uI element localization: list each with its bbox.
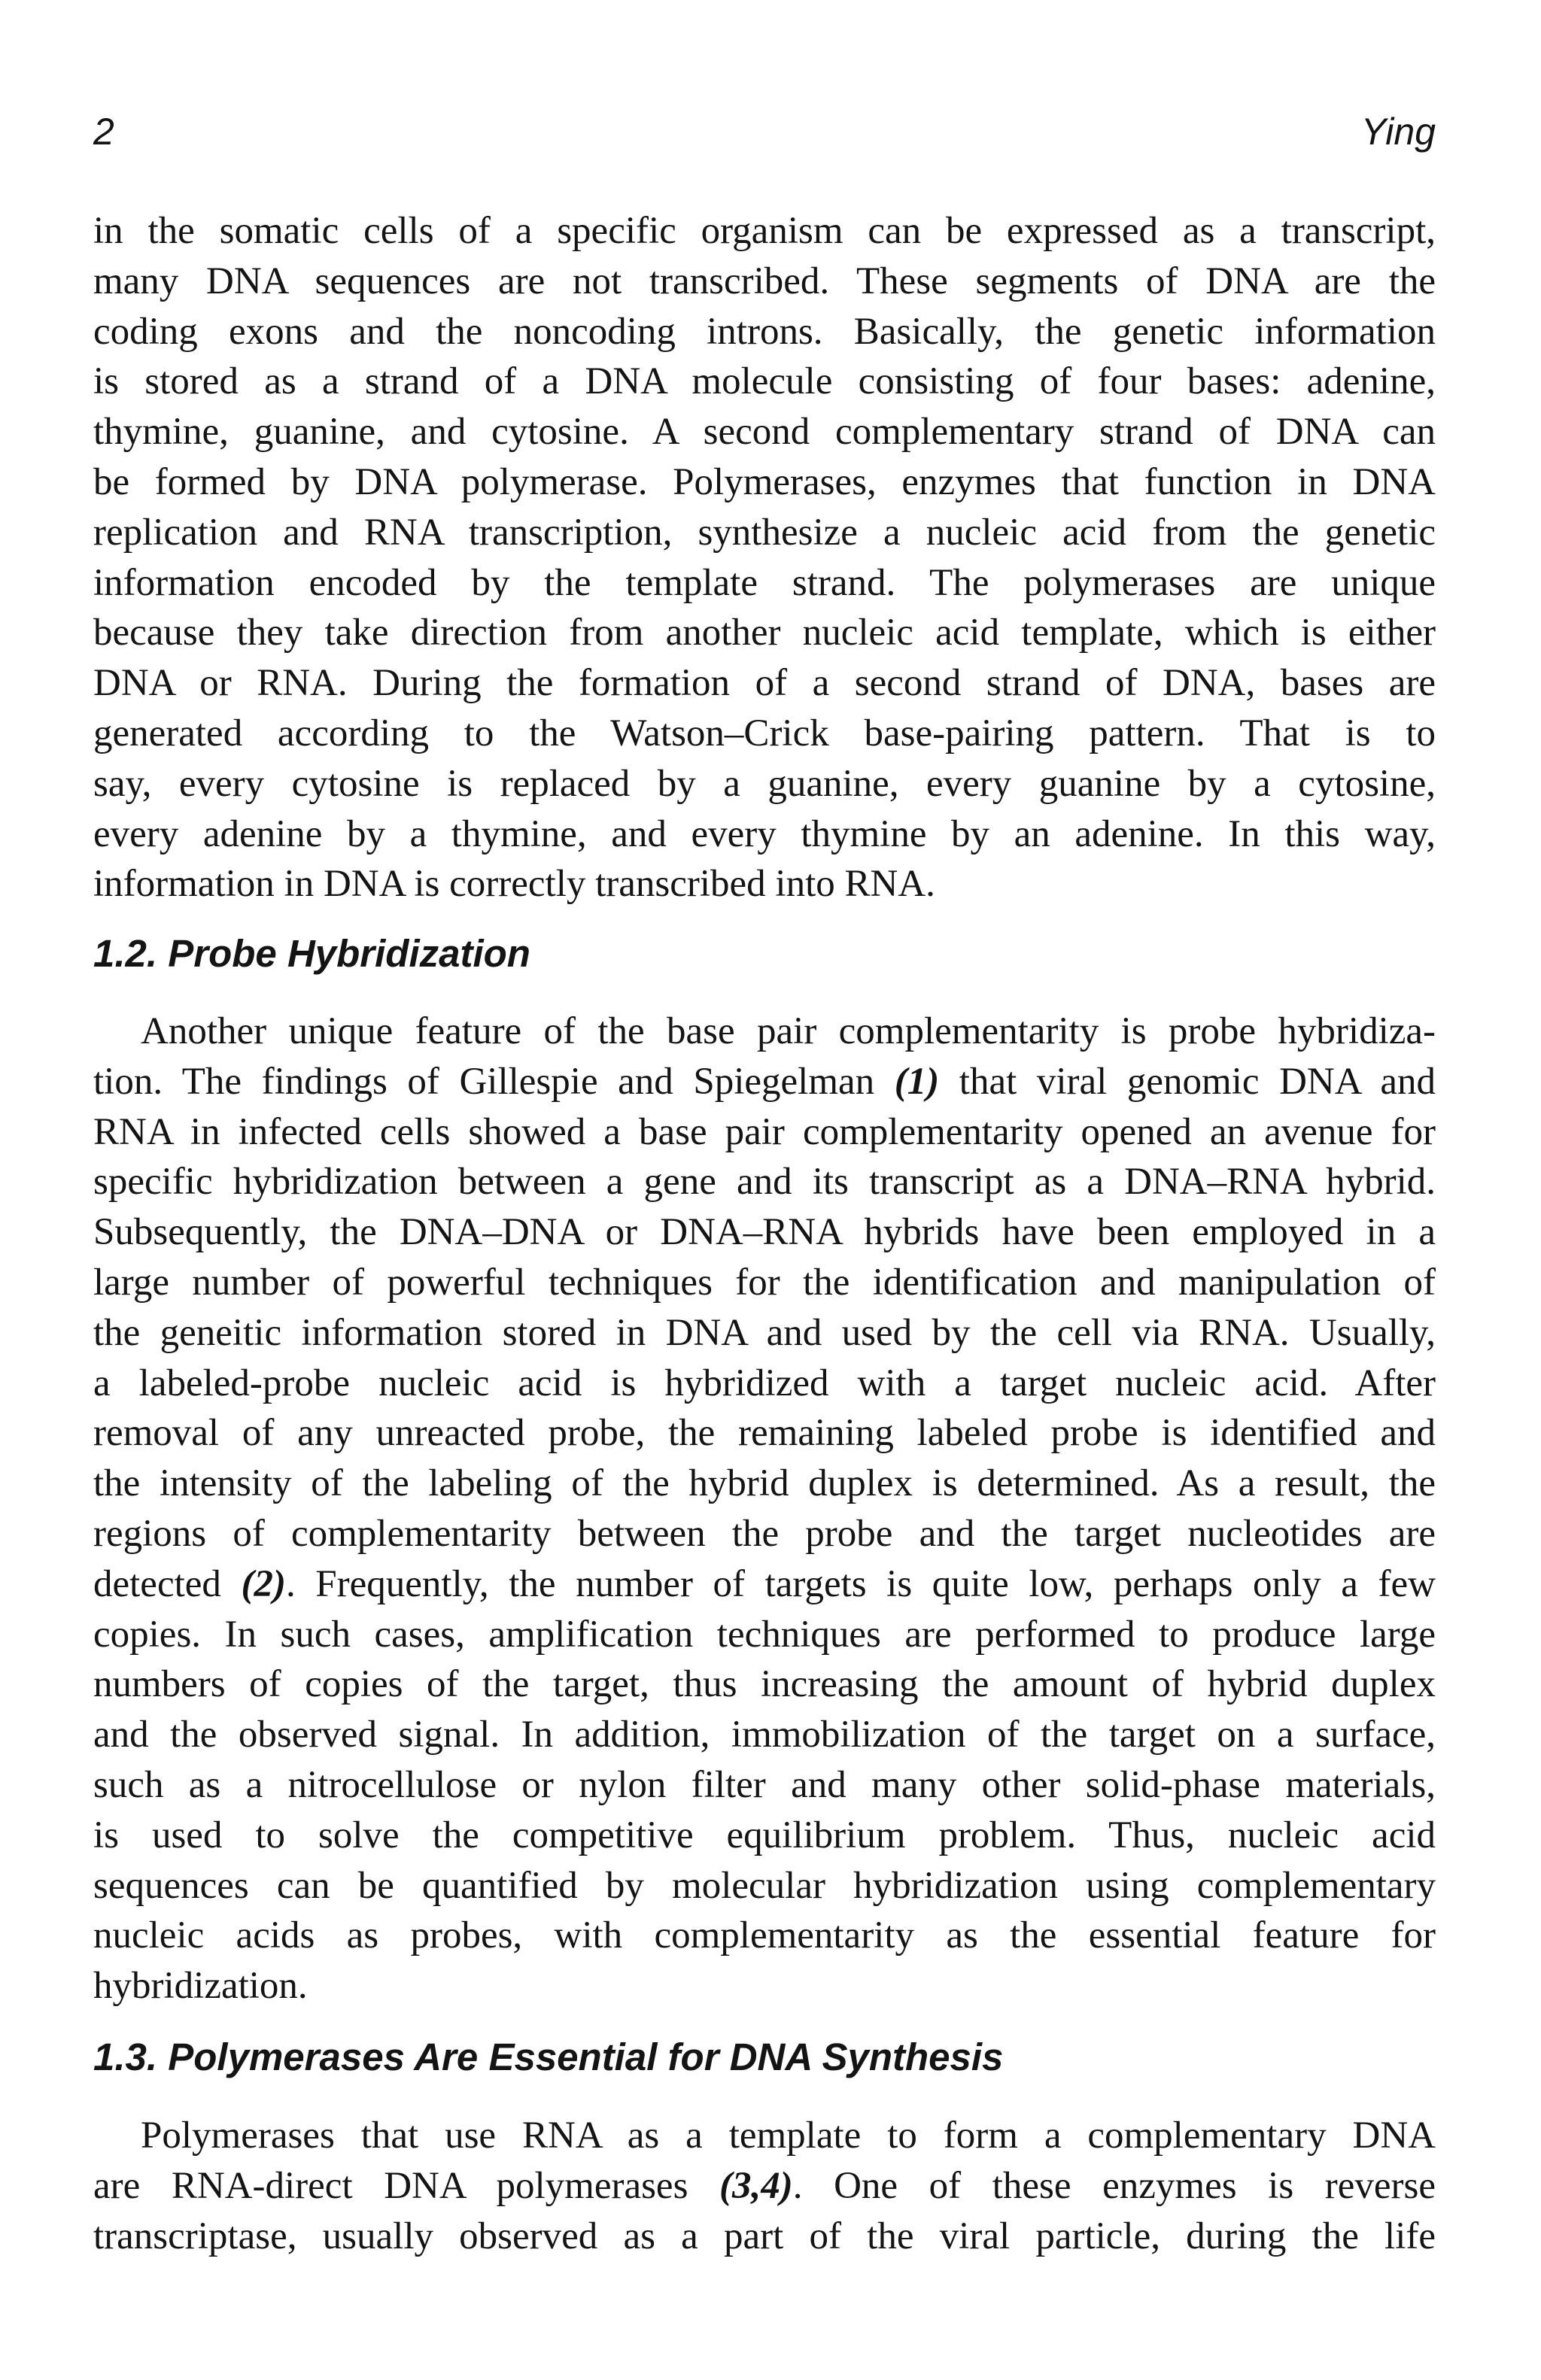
text-line: be formed by DNA polymerase. Polymerases, enzymes that function in DNA	[93, 460, 1436, 503]
paragraph-probe-hybridization	[93, 1006, 1436, 2011]
text-line: in the somatic cells of a specific organism can be expressed as a transcript,	[93, 210, 1436, 252]
text-line: the geneitic information stored in DNA and used by the cell via RNA. Usually,	[93, 1311, 1436, 1354]
citation-ref: (1)	[894, 1060, 940, 1103]
text-line: regions of complementarity between the probe and the target nucleotides are	[93, 1512, 1436, 1555]
text-line: are RNA-direct DNA polymerases (3,4). One of these enzymes is reverse	[93, 2164, 1436, 2207]
running-author: Ying	[1360, 111, 1436, 153]
text-line: the intensity of the labeling of the hybrid duplex is determined. As a result, the	[93, 1462, 1436, 1505]
text-line: Polymerases that use RNA as a template to form a complementary DNA	[141, 2114, 1436, 2157]
text-line: hybridization.	[93, 1965, 308, 2008]
text-line: removal of any unreacted probe, the remaining labeled probe is identified and	[93, 1412, 1436, 1455]
text-line: Another unique feature of the base pair complementarity is probe hybridiza-	[141, 1010, 1436, 1052]
text-line: detected (2). Frequently, the number of targets is quite low, perhaps only a few	[93, 1562, 1436, 1605]
text-line: a labeled-probe nucleic acid is hybridized with a target nucleic acid. After	[93, 1362, 1436, 1404]
text-line: because they take direction from another nucleic acid template, which is either	[93, 612, 1436, 654]
page-number: 2	[93, 111, 114, 153]
text-line: information in DNA is correctly transcribed into RNA.	[93, 863, 935, 906]
text-line: generated according to the Watson–Crick base-pairing pattern. That is to	[93, 712, 1436, 754]
text-line: copies. In such cases, amplification techniques are performed to produce large	[93, 1613, 1436, 1656]
text-line: large number of powerful techniques for the identification and manipulation of	[93, 1261, 1436, 1304]
text-line: Subsequently, the DNA–DNA or DNA–RNA hybrids have been employed in a	[93, 1211, 1436, 1254]
text-line: information encoded by the template strand. The polymerases are unique	[93, 561, 1436, 604]
text-line: numbers of copies of the target, thus increasing the amount of hybrid duplex	[93, 1663, 1436, 1706]
text-line: sequences can be quantified by molecular hybridization using complementary	[93, 1864, 1436, 1907]
section-heading-probe-hybridization: 1.2. Probe Hybridization	[93, 932, 530, 975]
text-line: and the observed signal. In addition, immobilization of the target on a surface,	[93, 1714, 1436, 1756]
paragraph-polymerases	[93, 2111, 1436, 2261]
text-line: such as a nitrocellulose or nylon filter and many other solid-phase materials,	[93, 1763, 1436, 1806]
text-line: every adenine by a thymine, and every thymine by an adenine. In this way,	[93, 812, 1436, 855]
text-line: transcriptase, usually observed as a part of the viral particle, during the life	[93, 2215, 1436, 2257]
text-line: replication and RNA transcription, synthesize a nucleic acid from the genetic	[93, 511, 1436, 554]
text-line: thymine, guanine, and cytosine. A second complementary strand of DNA can	[93, 411, 1436, 454]
citation-ref: (2)	[241, 1562, 286, 1605]
text-line: is used to solve the competitive equilibrium problem. Thus, nucleic acid	[93, 1814, 1436, 1856]
text-line: DNA or RNA. During the formation of a second strand of DNA, bases are	[93, 662, 1436, 705]
citation-ref: (3,4)	[719, 2164, 793, 2207]
paragraph-dna-transcription	[93, 206, 1436, 909]
text-line: nucleic acids as probes, with complementarity as the essential feature for	[93, 1914, 1436, 1957]
text-line: RNA in infected cells showed a base pair complementarity opened an avenue for	[93, 1110, 1436, 1153]
text-line: many DNA sequences are not transcribed. These segments of DNA are the	[93, 260, 1436, 302]
running-head	[93, 110, 1436, 162]
text-line: say, every cytosine is replaced by a guanine, every guanine by a cytosine,	[93, 762, 1436, 805]
text-line: specific hybridization between a gene and its transcript as a DNA–RNA hybrid.	[93, 1161, 1436, 1204]
text-line: tion. The findings of Gillespie and Spiegelman (1) that viral genomic DNA and	[93, 1060, 1436, 1103]
text-line: coding exons and the noncoding introns. Basically, the genetic information	[93, 310, 1436, 353]
section-heading-polymerases: 1.3. Polymerases Are Essential for DNA Synthesis	[93, 2035, 1004, 2078]
text-line: is stored as a strand of a DNA molecule consisting of four bases: adenine,	[93, 360, 1436, 403]
